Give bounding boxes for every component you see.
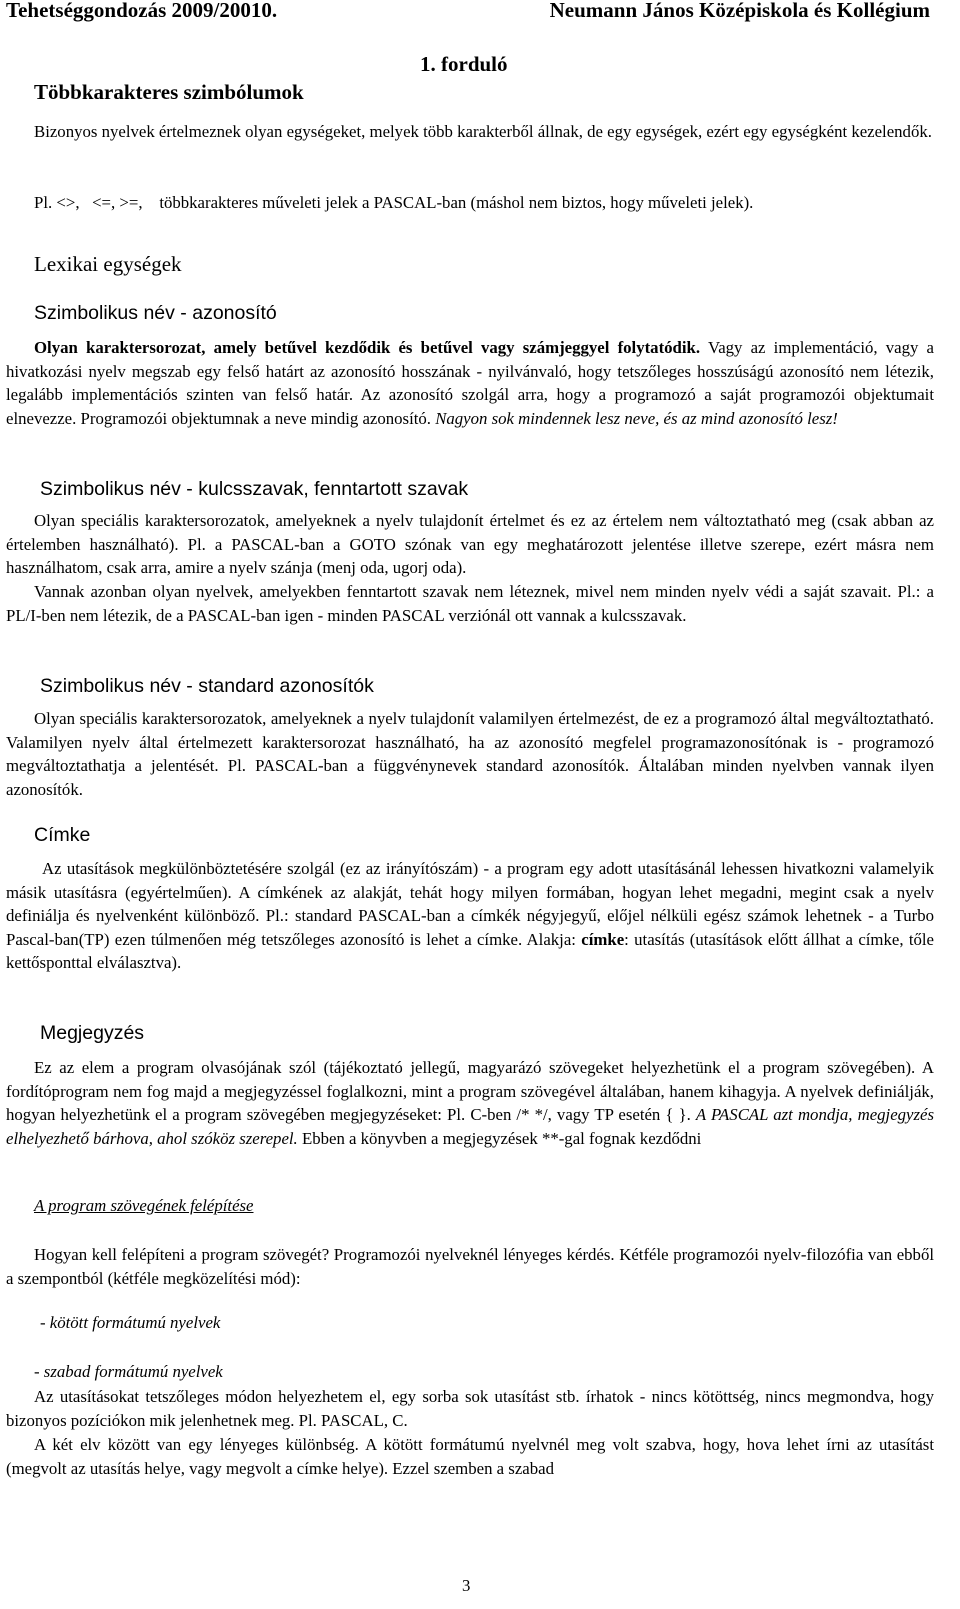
kulcsszavak-p2-text: Vannak azonban olyan nyelvek, amelyekben fenntartott szavak nem léteznek, mivel nem minden nyelv védi a saját szavait. Pl.: a PL/I-ben nem létezik, de a PASCAL-ban igen - minden PASCAL verziónál ott vannak a kulcsszavak. — [6, 582, 934, 625]
standard-p1-text: Olyan speciális karaktersorozatok, amelyeknek a nyelv tulajdonít valamilyen értelmezést, de ez a programozó által megváltoztatható. Valamilyen nyelv által értelmezett karaktersorozat használható, ha az azonosító megfelel programazonosítónak is - programozó megváltoztathatja a jelentését. Pl. PASCAL-ban a függvénynevek standard azonosítók. Általában minden nyelvben vannak ilyen azonosítók. — [6, 709, 934, 799]
felepites-paragraph-2 — [6, 1385, 934, 1432]
intro-text: Bizonyos nyelvek értelmeznek olyan egységeket, melyek több karakterből állnak, de egy egységek, ezért egy egységként kezelendők. — [34, 122, 932, 141]
kotott-item: - kötött formátumú nyelvek — [40, 1313, 221, 1332]
kulcsszavak-paragraph-2 — [6, 580, 934, 627]
lexikai-subheading: Szimbolikus név - azonosító — [34, 302, 277, 324]
megjegyzes-heading: Megjegyzés — [40, 1022, 145, 1044]
megjegyzes-italic: A PASCAL azt mondja, megjegyzés elhelyezhető bárhova, ahol szóköz szerepel. — [6, 1105, 934, 1148]
cimke-text-after: : utasítás (utasítások előtt állhat a címke, tőle kettősponttal elválasztva). — [6, 929, 934, 972]
round-label: 1. forduló — [420, 52, 508, 76]
kulcsszavak-p1-text: Olyan speciális karaktersorozatok, amelyeknek a nyelv tulajdonít értelmet és ez az értelem nem változtatható meg (csak abban az értelemben használható). Pl. a PASCAL-ban a GOTO szónak van egy meghatározott jelentése illetve szerepe, ezért másra nem használhatom, csak arra, amire a nyelv szánja (menj oda, ugorj oda). — [6, 511, 934, 577]
intro-example: Pl. <>, <=, >=, többkarakteres műveleti jelek a PASCAL-ban (máshol nem biztos, hogy műveleti jelek). — [34, 193, 754, 212]
lexikai-body: Vagy az implementáció, vagy a hivatkozási nyelv megszab egy felső határt az azonosító hosszának - nyilvánvaló, hogy tetszőleges hosszúságú azonosító nem létezik, legalább implementációs szinten van felső határ. Az azonosító szolgál arra, hogy a programozó a saját programozói objektumait elnevezze. Programozói objektumnak a neve mindig azonosító. — [6, 338, 934, 428]
szabad-item: - szabad formátumú nyelvek — [34, 1362, 223, 1381]
header-left: Tehetséggondozás 2009/20010. — [6, 0, 278, 22]
lexikai-italic-tail: Nagyon sok mindennek lesz neve, és az mind azonosító lesz! — [435, 408, 838, 428]
megjegyzes-text-after: Ebben a könyvben a megjegyzések **-gal fognak kezdődni — [297, 1128, 702, 1148]
cimke-heading: Címke — [34, 824, 91, 846]
felepites-p2-text: Az utasításokat tetszőleges módon helyezhetem el, egy sorba sok utasítást stb. írhatok - nincs kötöttség, nincs megmondva, hogy bizonyos pozíciókon mik jelenhetnek meg. Pl. PASCAL, C. — [6, 1387, 934, 1430]
standard-paragraph — [6, 707, 934, 801]
kulcsszavak-paragraph-1 — [6, 509, 934, 580]
cimke-bold-word: címke — [581, 929, 625, 949]
cimke-text-before: Az utasítások megkülönböztetésére szolgál (ez az irányítószám) - a program egy adott utasításánál lehessen hivatkozni valamelyik másik utasításra (egyértelműen). A címkének az alakját, tehát hogy milyen formában, hogyan lehet megadni, megint csak a nyelv definiálja és nyelvenként különböző. Pl.: standard PASCAL-ban a címkék négyjegyű, előjel nélküli egész számok lehetnek - a Turbo Pascal-ban(TP) ezen túlmenően még tetszőleges azonosító is lehet a címke. Alakja: — [6, 859, 934, 949]
felepites-paragraph-1 — [6, 1243, 934, 1290]
cimke-paragraph — [6, 857, 934, 975]
lexikai-bold-lead: Olyan karaktersorozat, amely betűvel kezdődik és betűvel vagy számjeggyel folytatódik. — [34, 338, 701, 357]
lexikai-paragraph — [6, 336, 934, 430]
intro-paragraph — [6, 120, 934, 144]
megjegyzes-text-before: Ez az elem a program olvasójának szól (tájékoztató jellegű, magyarázó szövegeket helyezhetünk el a program szövegében). A fordítóprogram nem fog majd a megjegyzéssel foglalkozni, mint a program szövegével általában, hanem kihagyja. A nyelvek definiálják, hogyan helyezhetünk el a program szövegében megjegyzéseket: Pl. C-ben /* */, vagy TP esetén { }. — [6, 1058, 934, 1124]
page-title: Többkarakteres szimbólumok — [34, 80, 304, 104]
lexikai-heading: Lexikai egységek — [34, 252, 182, 276]
page-number: 3 — [462, 1576, 471, 1595]
standard-heading: Szimbolikus név - standard azonosítók — [40, 675, 374, 697]
header-right: Neumann János Középiskola és Kollégium — [549, 0, 930, 22]
felepites-p3-text: A két elv között van egy lényeges különbség. A kötött formátumú nyelvnél meg volt szabva, hogy, hova lehet írni az utasítást (megvolt az utasítás helye, vagy megvolt a címke helye). Ezzel szemben a szabad — [6, 1435, 934, 1478]
kulcsszavak-heading: Szimbolikus név - kulcsszavak, fenntartott szavak — [40, 478, 469, 500]
felepites-p1-text: Hogyan kell felépíteni a program szövegét? Programozói nyelveknél lényeges kérdés. Kétféle programozói nyelv-filozófia van ebből a szempontból (kétféle megközelítési mód): — [6, 1245, 934, 1288]
felepites-paragraph-3 — [6, 1433, 934, 1480]
megjegyzes-paragraph — [6, 1056, 934, 1150]
felepites-heading: A program szövegének felépítése — [34, 1196, 254, 1215]
